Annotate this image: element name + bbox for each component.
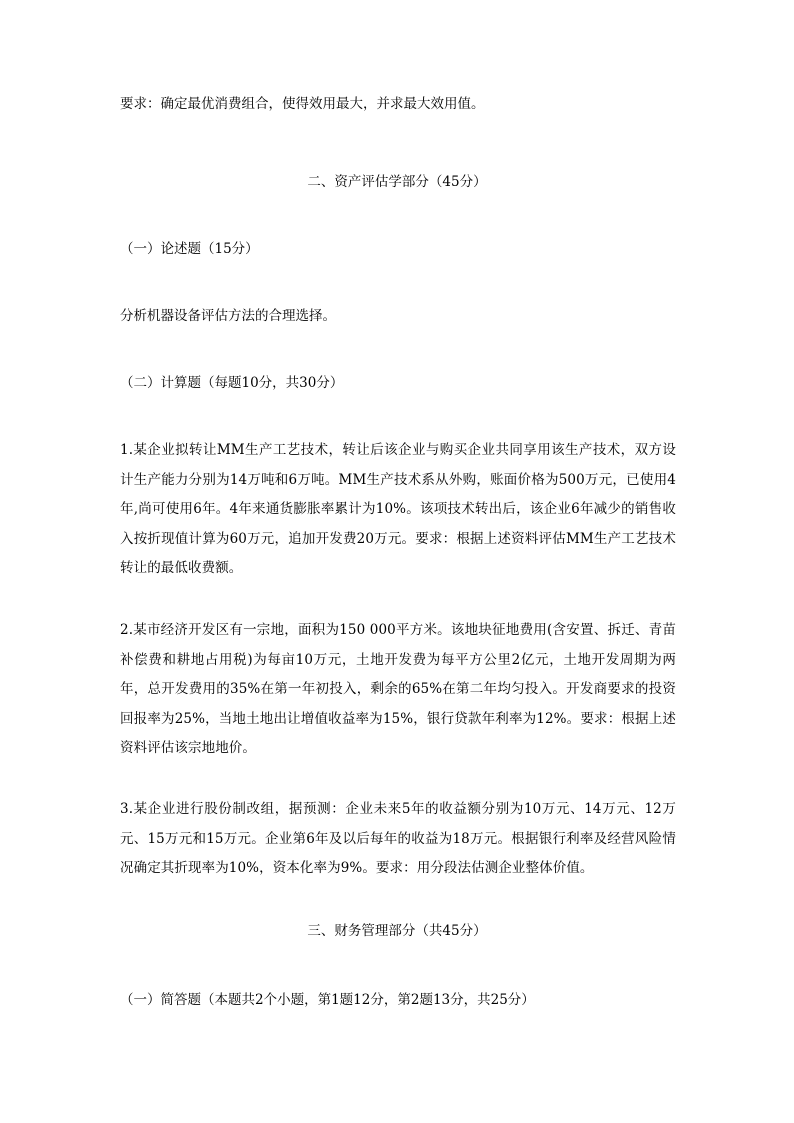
question-1: 1.某企业拟转让MM生产工艺技术，转让后该企业与购买企业共同享用该生产技术，双方设计生产能力分别为14万吨和6万吨。MM生产技术系从外购，账面价格为500万元，已使用4年,尚可使用6年。4年来通货膨胀率累计为10%。该项技术转出后，该企业6年减少的销售收入按折现值计算为60万元，追加开发费20万元。要求：根据上述资料评估MM生产工艺技术转让的最低收费额。: [120, 442, 676, 576]
intro-requirement: 要求：确定最优消费组合，使得效用最大，并求最大效用值。: [120, 96, 485, 112]
section-2-part-1-heading: （一）论述题（15分）: [120, 241, 259, 257]
section-2-title: 二、资产评估学部分（45分）: [307, 174, 487, 190]
section-2-part-1-question: 分析机器设备评估方法的合理选择。: [120, 308, 336, 324]
question-2: 2.某市经济开发区有一宗地，面积为150 000平方米。该地块征地费用(含安置、拆迁、青苗补偿费和耕地占用税)为每亩10万元，土地开发费为每平方公里2亿元，土地开发周期为两年，总开发费用的35%在第一年初投入，剩余的65%在第二年均匀投入。开发商要求的投资回报率为25%，当地土地出让增值收益率为15%，银行贷款年利率为12%。要求：根据上述资料评估该宗地地价。: [120, 622, 676, 756]
section-2-part-2-heading: （二）计算题（每题10分，共30分）: [120, 375, 344, 391]
question-3: 3.某企业进行股份制改组，据预测：企业未来5年的收益额分别为10万元、14万元、12万元、15万元和15万元。企业第6年及以后每年的收益为18万元。根据银行利率及经营风险情况确定其折现率为10%，资本化率为9%。要求：用分段法估测企业整体价值。: [120, 801, 676, 876]
section-3-title: 三、财务管理部分（共45分）: [307, 923, 487, 939]
section-3-part-1-heading: （一）简答题（本题共2个小题，第1题12分，第2题13分，共25分）: [120, 992, 535, 1008]
